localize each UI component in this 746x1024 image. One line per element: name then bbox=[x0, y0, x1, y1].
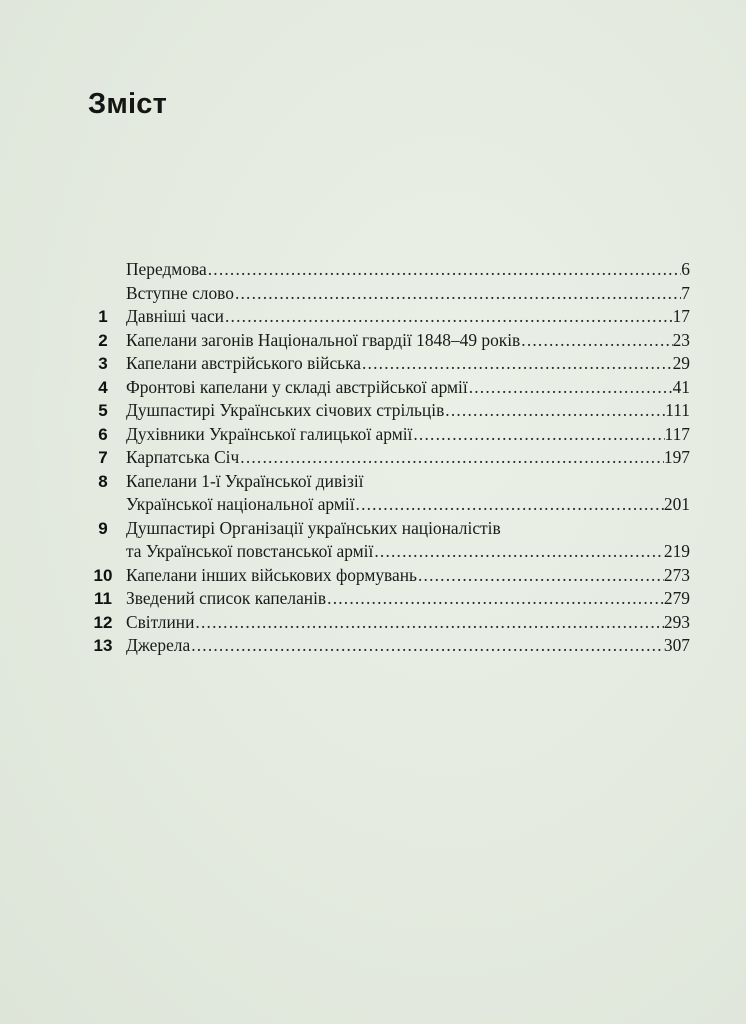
toc-entry bbox=[88, 399, 690, 423]
page-number: 17 bbox=[672, 306, 690, 326]
chapter-number: 4 bbox=[98, 377, 108, 397]
chapter-number: 2 bbox=[98, 330, 108, 350]
dot-leader bbox=[361, 352, 673, 376]
dot-leader bbox=[190, 634, 664, 658]
toc-entry bbox=[88, 470, 690, 517]
toc-entry bbox=[88, 329, 690, 353]
chapter-title-continued: Української національної армії bbox=[126, 494, 355, 514]
page-number: 6 bbox=[681, 259, 690, 279]
chapter-title: Капелани австрійського війська bbox=[126, 353, 361, 373]
toc-entry bbox=[88, 352, 690, 376]
chapter-title: Світлини bbox=[126, 611, 195, 632]
page-number: 273 bbox=[663, 564, 690, 585]
table-of-contents bbox=[88, 258, 690, 658]
page-number: 307 bbox=[663, 635, 690, 655]
chapter-number: 5 bbox=[98, 401, 108, 420]
dot-leader bbox=[194, 611, 663, 635]
dot-leader bbox=[207, 258, 682, 282]
page-number: 29 bbox=[672, 353, 690, 373]
chapter-title: Давніші часи bbox=[126, 306, 224, 326]
chapter-title: Вступне слово bbox=[126, 282, 234, 303]
chapter-title: Капелани 1-ї Української дивізії bbox=[126, 470, 364, 491]
page-number: 111 bbox=[665, 400, 690, 420]
dot-leader bbox=[373, 540, 664, 564]
page-number: 23 bbox=[672, 329, 690, 350]
dot-leader bbox=[355, 493, 664, 517]
toc-entry bbox=[88, 564, 690, 588]
chapter-title: Фронтові капелани у складі австрійської армії bbox=[126, 376, 468, 397]
toc-entry bbox=[88, 634, 690, 658]
chapter-title: Зведений список капеланів bbox=[126, 588, 327, 608]
chapter-number: 3 bbox=[98, 354, 108, 373]
toc-entry bbox=[88, 611, 690, 635]
dot-leader bbox=[520, 329, 672, 353]
toc-entry bbox=[88, 258, 690, 282]
page-number: 219 bbox=[663, 541, 690, 561]
chapter-number: 12 bbox=[93, 612, 113, 632]
page-number: 279 bbox=[663, 588, 690, 608]
chapter-number: 6 bbox=[98, 424, 108, 444]
chapter-number: 1 bbox=[98, 307, 108, 326]
chapter-title: Передмова bbox=[126, 259, 207, 279]
chapter-number: 10 bbox=[93, 565, 113, 585]
chapter-title: Душпастирі Організації українських націоналістів bbox=[126, 517, 501, 538]
chapter-title-continued: та Української повстанської армії bbox=[126, 541, 374, 561]
dot-leader bbox=[468, 376, 673, 400]
toc-entry bbox=[88, 282, 690, 306]
chapter-number: 8 bbox=[98, 471, 108, 491]
page-number: 117 bbox=[664, 423, 690, 444]
toc-entry bbox=[88, 587, 690, 611]
dot-leader bbox=[239, 446, 664, 470]
chapter-number: 9 bbox=[98, 518, 108, 538]
page-number: 7 bbox=[681, 282, 690, 303]
dot-leader bbox=[412, 423, 664, 447]
chapter-title: Духівники Української галицької армії bbox=[126, 423, 413, 444]
chapter-title: Капелани загонів Національної гвардії 1848–49 років bbox=[126, 329, 521, 350]
chapter-title: Карпатська Січ bbox=[126, 447, 240, 467]
toc-entry bbox=[88, 423, 690, 447]
chapter-number: 11 bbox=[94, 589, 112, 608]
toc-entry bbox=[88, 446, 690, 470]
chapter-number: 7 bbox=[98, 448, 108, 467]
dot-leader bbox=[326, 587, 664, 611]
dot-leader bbox=[224, 305, 673, 329]
toc-entry bbox=[88, 517, 690, 564]
dot-leader bbox=[444, 399, 665, 423]
toc-entry bbox=[88, 376, 690, 400]
page-number: 41 bbox=[672, 376, 690, 397]
chapter-number: 13 bbox=[93, 636, 113, 655]
chapter-title: Душпастирі Українських січових стрільців bbox=[126, 400, 445, 420]
page-number: 197 bbox=[663, 447, 690, 467]
toc-entry bbox=[88, 305, 690, 329]
page-number: 293 bbox=[663, 611, 690, 632]
dot-leader bbox=[234, 282, 681, 306]
page-number: 201 bbox=[663, 494, 690, 514]
page-title: Зміст bbox=[88, 88, 168, 120]
chapter-title: Джерела bbox=[126, 635, 191, 655]
chapter-title: Капелани інших військових формувань bbox=[126, 564, 417, 585]
dot-leader bbox=[417, 564, 664, 588]
